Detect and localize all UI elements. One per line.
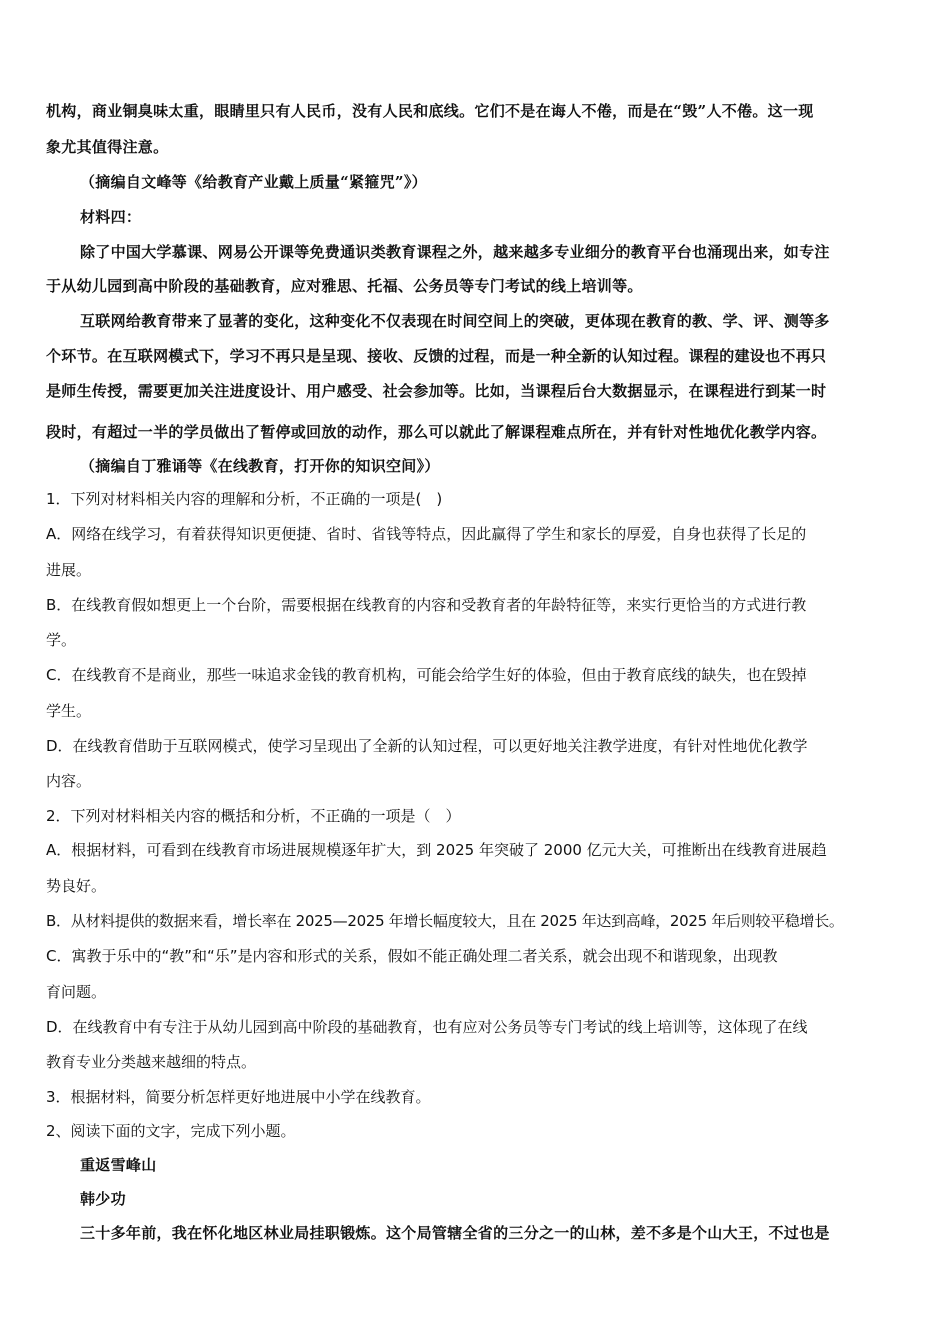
option-d: D．在线教育借助于互联网模式，使学习呈现出了全新的认知过程，可以更好地关注教学进度，有针对性地优化教学 <box>46 737 808 755</box>
question-1: 1．下列对材料相关内容的理解和分析，不正确的一项是( ) <box>46 490 443 508</box>
question-2: 2．下列对材料相关内容的概括和分析，不正确的一项是（ ） <box>46 807 461 825</box>
option-b: B．在线教育假如想更上一个台阶，需要根据在线教育的内容和受教育者的年龄特征等，来实行更恰当的方式进行教 <box>46 596 807 614</box>
option-c-cont: 学生。 <box>46 702 92 720</box>
reading-section-heading: 2、阅读下面的文字，完成下列小题。 <box>46 1122 296 1140</box>
paragraph-line: 是师生传授，需要更加关注进度设计、用户感受、社会参加等。比如，当课程后台大数据显示，在课程进行到某一时 <box>46 382 827 400</box>
option-c: C．在线教育不是商业，那些一味追求金钱的教育机构，可能会给学生好的体验，但由于教育底线的缺失，也在毁掉 <box>46 666 807 684</box>
option-d-cont: 教育专业分类越来越细的特点。 <box>46 1053 257 1071</box>
paragraph-line: 个环节。在互联网模式下，学习不再只是呈现、接收、反馈的过程，而是一种全新的认知过程。课程的建设也不再只 <box>46 347 827 365</box>
article-author: 韩少功 <box>80 1190 126 1208</box>
option-b-cont: 学。 <box>46 631 77 649</box>
paragraph-line: 机构，商业铜臭味太重，眼睛里只有人民币，没有人民和底线。它们不是在诲人不倦，而是在“毁”人不倦。这一现 <box>46 102 814 120</box>
paragraph-line: 互联网给教育带来了显著的变化，这种变化不仅表现在时间空间上的突破，更体现在教育的教、学、评、测等多 <box>80 312 830 330</box>
option-a: A．网络在线学习，有着获得知识更便捷、省时、省钱等特点，因此赢得了学生和家长的厚爱，自身也获得了长足的 <box>46 525 807 543</box>
question-3: 3．根据材料，简要分析怎样更好地进展中小学在线教育。 <box>46 1088 431 1106</box>
option-d-cont: 内容。 <box>46 772 92 790</box>
option-a-cont: 进展。 <box>46 561 92 579</box>
section-heading: 材料四： <box>80 208 142 226</box>
paragraph-line: 象尤其值得注意。 <box>46 138 169 156</box>
paragraph-line: 段时，有超过一半的学员做出了暂停或回放的动作，那么可以就此了解课程难点所在，并有针对性地优化教学内容。 <box>46 423 827 441</box>
option-c: C．寓教于乐中的“教”和“乐”是内容和形式的关系，假如不能正确处理二者关系，就会出现不和谐现象，出现教 <box>46 947 778 965</box>
paragraph-line: 于从幼儿园到高中阶段的基础教育，应对雅思、托福、公务员等专门考试的线上培训等。 <box>46 277 643 295</box>
option-d: D．在线教育中有专注于从幼儿园到高中阶段的基础教育，也有应对公务员等专门考试的线上培训等，这体现了在线 <box>46 1018 808 1036</box>
option-a-cont: 势良好。 <box>46 877 107 895</box>
option-c-cont: 育问题。 <box>46 983 107 1001</box>
option-b: B．从材料提供的数据来看，增长率在 2025—2025 年增长幅度较大，且在 2025 年达到高峰，2025 年后则较平稳增长。 <box>46 912 844 930</box>
article-title: 重返雪峰山 <box>80 1156 157 1174</box>
paragraph-line: 除了中国大学慕课、网易公开课等免费通识类教育课程之外，越来越多专业细分的教育平台也涌现出来，如专注 <box>80 243 830 261</box>
paragraph-line: 三十多年前，我在怀化地区林业局挂职锻炼。这个局管辖全省的三分之一的山林，差不多是个山大王，不过也是 <box>80 1224 830 1242</box>
option-a: A．根据材料，可看到在线教育市场进展规模逐年扩大，到 2025 年突破了 2000 亿元大关，可推断出在线教育进展趋 <box>46 841 827 859</box>
source-citation: （摘编自文峰等《给教育产业戴上质量“紧箍咒”》） <box>80 173 427 191</box>
source-citation: （摘编自丁雅诵等《在线教育，打开你的知识空间》） <box>80 457 440 475</box>
